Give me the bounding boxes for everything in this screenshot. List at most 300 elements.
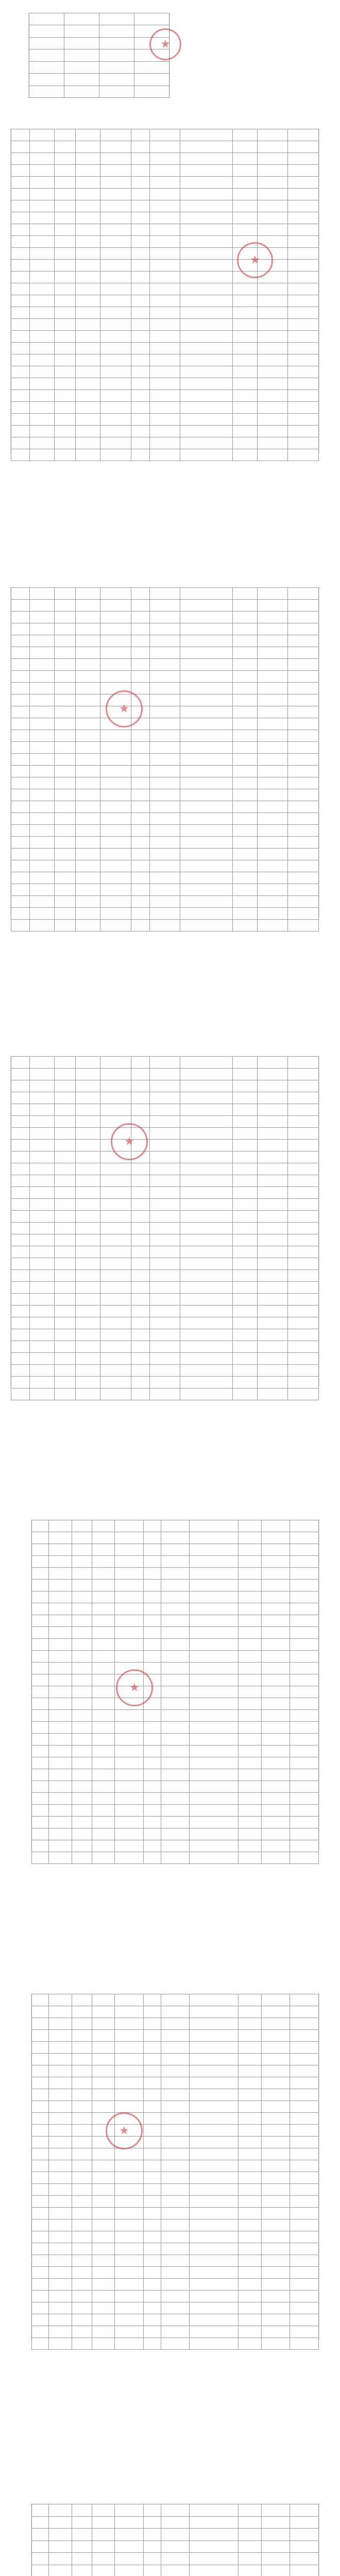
table-cell [232,437,257,449]
table-cell [190,1674,239,1686]
table-cell [190,1591,239,1603]
table-cell [149,1306,180,1317]
table-cell [29,588,54,600]
table-cell [149,766,180,777]
table-cell [149,1187,180,1199]
table-cell [257,884,288,896]
table-cell [49,1840,72,1852]
table-cell [11,1353,30,1365]
table-cell [72,2125,92,2137]
table-cell [29,390,54,402]
table-cell [32,2065,49,2077]
table-cell [76,343,100,354]
table-cell [232,600,257,612]
table-cell [32,2504,49,2517]
table-cell [115,1781,144,1793]
table-row [32,1793,319,1805]
table-cell [115,1591,144,1603]
table-cell [144,2219,161,2231]
table-cell [180,1246,233,1258]
table-cell [11,1140,30,1151]
table-cell [131,920,149,931]
table-cell [257,789,288,801]
table-cell [144,2516,161,2529]
price-list-sheet-2 [10,587,319,917]
table-cell [149,659,180,671]
table-row [11,884,319,896]
table-cell [76,635,100,647]
table-cell [49,1651,72,1663]
table-row [11,1187,319,1199]
table-cell [11,718,30,730]
table-cell [100,1211,131,1223]
table-cell [54,1258,76,1270]
table-cell [149,612,180,623]
table-cell [190,2160,239,2172]
table-cell [190,2219,239,2231]
table-cell [290,2208,319,2219]
table-cell [92,2267,115,2279]
table-cell [131,588,149,600]
table-cell [238,1520,261,1532]
table-cell [161,2326,190,2338]
table-cell [54,449,76,461]
table-row [32,1698,319,1710]
table-cell [261,1674,290,1686]
table-cell [261,1781,290,1793]
table-cell [149,1140,180,1151]
table-cell [232,1116,257,1128]
table-cell [290,1568,319,1580]
table-cell [288,612,319,623]
table-cell [92,1840,115,1852]
table-cell [11,1329,30,1341]
table-row [11,1116,319,1128]
table-cell [290,1556,319,1568]
table-row [11,813,319,825]
table-cell [257,1317,288,1329]
table-cell [261,2172,290,2184]
table-cell [232,354,257,366]
table-cell [54,908,76,920]
table-cell [32,1674,49,1686]
table-row [32,1544,319,1556]
table-cell [144,2042,161,2054]
table-cell [288,872,319,884]
table-cell [149,283,180,295]
table-cell [180,659,233,671]
table-cell [161,2314,190,2326]
table-cell [131,295,149,307]
table-cell [29,37,64,49]
table-cell [261,2101,290,2113]
table-cell [232,1317,257,1329]
table-row [32,1710,319,1722]
table-cell [290,1532,319,1544]
table-cell [261,1722,290,1734]
table-cell [131,884,149,896]
table-cell [100,884,131,896]
table-cell [92,2231,115,2243]
table-cell [100,825,131,837]
table-cell [115,2042,144,2054]
table-cell [288,189,319,200]
table-cell [190,1615,239,1627]
table-cell [238,2148,261,2160]
table-cell [92,2338,115,2350]
table-cell [100,331,131,343]
table-cell [232,896,257,908]
table-cell [161,1532,190,1544]
table-cell [180,1199,233,1211]
table-cell [54,1069,76,1080]
table-cell [257,588,288,600]
table-cell [149,671,180,683]
table-cell [131,1270,149,1282]
table-row [32,2089,319,2101]
table-cell [257,1151,288,1163]
table-cell [115,2231,144,2243]
table-cell [190,1994,239,2006]
table-cell [288,813,319,825]
table-cell [92,1544,115,1556]
table-cell [92,1828,115,1840]
table-cell [149,307,180,319]
table-cell [49,2065,72,2077]
table-cell [76,1270,100,1282]
table-cell [238,2160,261,2172]
table-cell [149,896,180,908]
table-cell [134,74,169,86]
table-cell [72,2018,92,2030]
table-cell [49,1734,72,1745]
table-cell [149,600,180,612]
table-cell [288,647,319,659]
table-cell [257,1104,288,1116]
table-cell [238,2243,261,2255]
table-cell [54,1211,76,1223]
table-cell [49,2279,72,2291]
table-cell [115,1580,144,1591]
table-cell [11,623,30,635]
table-cell [100,1388,131,1400]
table-cell [72,2504,92,2517]
table-cell [29,25,64,37]
table-cell [144,2101,161,2113]
table-cell [115,2054,144,2065]
table-cell [144,1532,161,1544]
table-cell [261,2529,290,2541]
table-cell [29,378,54,390]
table-cell [92,1722,115,1734]
table-cell [232,742,257,754]
table-cell [11,683,30,694]
table-cell [232,706,257,718]
table-cell [72,2267,92,2279]
table-cell [131,354,149,366]
table-cell [288,1092,319,1104]
table-row [11,777,319,789]
table-row [32,1840,319,1852]
table-cell [49,2291,72,2302]
table-cell [232,1294,257,1306]
table-cell [76,623,100,635]
table-cell [92,2018,115,2030]
table-cell [131,789,149,801]
table-cell [32,2516,49,2529]
table-cell [288,742,319,754]
table-row [32,1852,319,1864]
table-cell [290,2540,319,2553]
table-row [11,612,319,623]
table-cell [54,177,76,189]
table-cell [261,1520,290,1532]
table-cell [180,683,233,694]
table-cell [238,2184,261,2196]
table-cell [32,2208,49,2219]
table-cell [149,272,180,283]
table-cell [29,1163,54,1175]
table-cell [288,1246,319,1258]
table-cell [49,2302,72,2314]
table-cell [190,2504,239,2517]
table-cell [32,2326,49,2338]
table-cell [238,2553,261,2565]
table-cell [131,647,149,659]
table-cell [232,659,257,671]
table-cell [238,2018,261,2030]
table-cell [29,153,54,165]
table-cell [54,1187,76,1199]
table-cell [261,1840,290,1852]
table-cell [190,2326,239,2338]
table-cell [232,1223,257,1234]
table-cell [100,837,131,849]
table-cell [257,1057,288,1069]
table-cell [238,2302,261,2314]
table-cell [232,825,257,837]
table-cell [54,1175,76,1187]
table-cell [290,1663,319,1674]
table-cell [32,1580,49,1591]
table-cell [161,2196,190,2208]
table-cell [238,2279,261,2291]
table-cell [144,1663,161,1674]
table-cell [49,2077,72,2089]
table-cell [161,1769,190,1781]
table-cell [100,612,131,623]
table-cell [131,212,149,224]
table-cell [238,2338,261,2350]
table-cell [190,2172,239,2184]
table-cell [29,212,54,224]
table-cell [288,236,319,248]
table-cell [238,1674,261,1686]
table-cell [11,224,30,236]
table-cell [161,2125,190,2137]
table-cell [54,706,76,718]
table-cell [100,706,131,718]
table-cell [232,612,257,623]
table-cell [288,177,319,189]
table-cell [180,647,233,659]
table-cell [32,2255,49,2267]
table-cell [54,1092,76,1104]
table-cell [76,307,100,319]
table-cell [11,1163,30,1175]
table-cell [72,2160,92,2172]
table-cell [131,683,149,694]
table-cell [72,2196,92,2208]
table-cell [11,177,30,189]
table-cell [190,2279,239,2291]
table-cell [29,1128,54,1140]
table-cell [232,1365,257,1377]
table-row [32,1556,319,1568]
table-cell [190,2077,239,2089]
table-row [32,2030,319,2042]
table-cell [29,295,54,307]
table-cell [32,2042,49,2054]
table-cell [261,1532,290,1544]
table-cell [161,1651,190,1663]
table-cell [232,307,257,319]
table-cell [100,1234,131,1246]
table-cell [134,49,169,61]
table-cell [11,730,30,742]
table-cell [149,801,180,813]
table-cell [149,224,180,236]
table-cell [54,272,76,283]
table-cell [92,2540,115,2553]
table-cell [190,1757,239,1769]
price-list-table-6-body [32,2504,319,2576]
table-cell [161,2208,190,2219]
table-cell [288,908,319,920]
table-cell [257,908,288,920]
table-cell [180,1294,233,1306]
table-cell [180,1163,233,1175]
table-cell [161,2516,190,2529]
table-cell [257,825,288,837]
table-cell [290,2529,319,2541]
table-cell [32,2077,49,2089]
table-cell [190,1734,239,1745]
table-cell [180,354,233,366]
table-cell [238,2125,261,2137]
table-cell [29,872,54,884]
table-cell [49,2148,72,2160]
table-cell [76,212,100,224]
table-row [11,920,319,931]
table-cell [115,2184,144,2196]
table-cell [238,2113,261,2125]
table-cell [100,1069,131,1080]
table-cell [149,200,180,212]
table-row [32,1532,319,1544]
table-cell [76,272,100,283]
table-cell [232,872,257,884]
table-cell [161,1840,190,1852]
table-cell [261,2089,290,2101]
table-cell [232,1377,257,1388]
table-cell [92,2219,115,2231]
table-cell [180,1365,233,1377]
table-cell [149,860,180,872]
table-cell [161,1710,190,1722]
table-cell [100,200,131,212]
table-cell [232,236,257,248]
table-cell [100,354,131,366]
table-cell [257,1080,288,1092]
table-cell [161,2101,190,2113]
table-cell [288,1116,319,1128]
table-cell [261,2540,290,2553]
table-cell [54,1223,76,1234]
table-row [32,1615,319,1627]
table-cell [288,1329,319,1341]
table-cell [144,2006,161,2018]
table-cell [100,1163,131,1175]
table-cell [180,600,233,612]
table-cell [190,2208,239,2219]
table-cell [115,1603,144,1615]
table-row [29,61,169,73]
table-cell [180,189,233,200]
table-cell [161,2302,190,2314]
table-cell [32,2172,49,2184]
table-cell [261,1544,290,1556]
table-row [11,1282,319,1294]
table-cell [131,414,149,426]
table-row [32,1994,319,2006]
table-cell [76,1163,100,1175]
table-cell [288,694,319,706]
table-cell [144,1805,161,1817]
table-cell [190,2565,239,2576]
table-row [11,449,319,461]
table-cell [11,872,30,884]
table-cell [232,647,257,659]
table-cell [29,1092,54,1104]
table-cell [149,1163,180,1175]
table-cell [238,2540,261,2553]
table-cell [76,1151,100,1163]
table-cell [131,449,149,461]
table-cell [11,754,30,766]
table-cell [161,2006,190,2018]
table-cell [100,742,131,754]
table-cell [32,2148,49,2160]
table-cell [49,1639,72,1651]
table-cell [54,896,76,908]
table-cell [288,623,319,635]
table-cell [49,1757,72,1769]
table-cell [288,212,319,224]
table-cell [144,1615,161,1627]
table-cell [49,2089,72,2101]
table-cell [32,1852,49,1864]
table-cell [232,1388,257,1400]
table-cell [290,1769,319,1781]
table-cell [131,766,149,777]
table-cell [190,2243,239,2255]
table-cell [149,1092,180,1104]
table-cell [72,2137,92,2148]
table-cell [54,1353,76,1365]
table-cell [49,2006,72,2018]
table-cell [238,2267,261,2279]
